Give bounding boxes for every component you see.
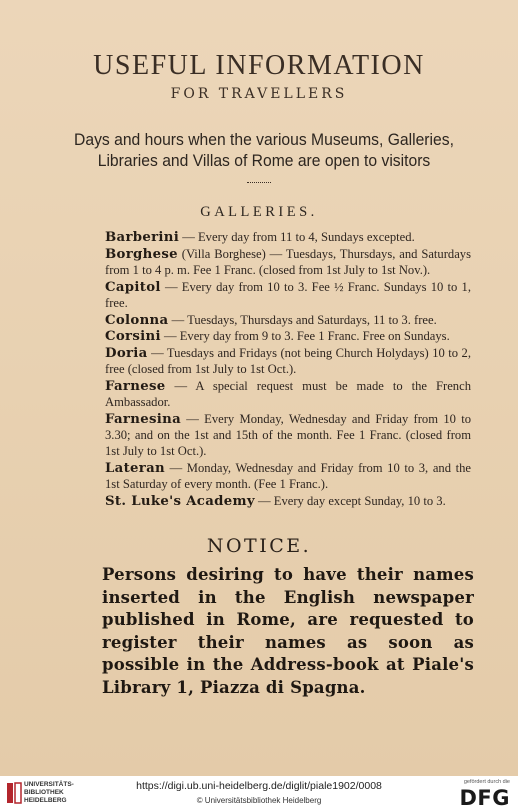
gallery-hours: — Every day from 9 to 3. Fee 1 Franc. Free on Sundays. (163, 329, 450, 344)
galleries-list (105, 230, 471, 510)
gallery-hours: (Villa Borghese) — Tuesdays, Thursdays, and Saturdays from 1 to 4 p. m. Fee 1 Franc. (closed from 1st July to 1st Nov.). (105, 246, 471, 277)
viewer-footer (0, 776, 518, 811)
page-subtitle: FOR TRAVELLERS (170, 86, 348, 102)
gallery-entry (105, 412, 471, 460)
copyright-notice: © Universitätsbibliothek Heidelberg (196, 796, 322, 805)
ornamental-rule (247, 182, 271, 184)
dfg-caption: gefördert durch die (463, 779, 510, 785)
gallery-name: Capitol (105, 279, 161, 295)
gallery-name: Colonna (105, 312, 169, 328)
gallery-entry (105, 494, 471, 510)
page-title: USEFUL INFORMATION (93, 50, 425, 81)
gallery-hours: — A special request must be made to the French Ambassador. (105, 379, 471, 410)
gallery-name: Doria (105, 346, 148, 362)
dfg-logo: DFG (459, 786, 510, 810)
gallery-entry (105, 313, 471, 329)
gallery-hours: — Every day from 10 to 3. Fee ½ Franc. Sundays 10 to 1, free. (105, 279, 472, 310)
gallery-hours: — Every day from 11 to 4, Sundays excepted. (182, 230, 415, 244)
intro-paragraph: Days and hours when the various Museums, Galleries, Libraries and Villas of Rome are open to visitors (74, 131, 454, 170)
gallery-hours: — Tuesdays and Fridays (not being Church Holydays) 10 to 2, free (closed from 1st July to 1st Oct.). (105, 346, 471, 377)
gallery-name: Borghese (105, 246, 178, 262)
gallery-hours: — Monday, Wednesday and Friday from 10 to 3, and the 1st Saturday of every month. (Fee 1 Franc.). (105, 460, 471, 491)
gallery-entry (105, 461, 471, 493)
gallery-name: Lateran (105, 460, 165, 476)
gallery-entry (105, 329, 471, 345)
gallery-entry (105, 346, 471, 378)
gallery-entry (105, 247, 471, 279)
gallery-name: Barberini (105, 230, 180, 245)
permalink[interactable]: https://digi.ub.uni-heidelberg.de/diglit/piale1902/0008 (136, 780, 382, 792)
notice-paragraph: Persons desiring to have their names inserted in the English newspaper published in Rome, are requested to register their names as soon as possible in the Address-book at Piale's Library 1, Piazza di Spagna. (102, 565, 474, 697)
notice-heading: NOTICE. (206, 535, 312, 557)
gallery-hours: — Tuesdays, Thursdays and Saturdays, 11 to 3. free. (171, 312, 437, 327)
gallery-name: Farnese (105, 379, 166, 395)
gallery-name: St. Luke's Academy (105, 493, 255, 509)
gallery-hours: — Every Monday, Wednesday and Friday from 10 to 3.30; and on the 1st and 15th of the month. Fee 1 Franc. (closed from 1st July to 1st Oct.). (105, 411, 471, 458)
gallery-entry (105, 280, 471, 312)
gallery-entry (105, 379, 471, 411)
gallery-name: Farnesina (105, 411, 181, 427)
gallery-name: Corsini (105, 329, 161, 345)
gallery-hours: — Every day except Sunday, 10 to 3. (258, 493, 446, 508)
galleries-heading: GALLERIES. (200, 204, 318, 220)
library-name: UNIVERSITÄTS- BIBLIOTHEK HEIDELBERG (24, 781, 74, 804)
gallery-entry (105, 230, 471, 246)
